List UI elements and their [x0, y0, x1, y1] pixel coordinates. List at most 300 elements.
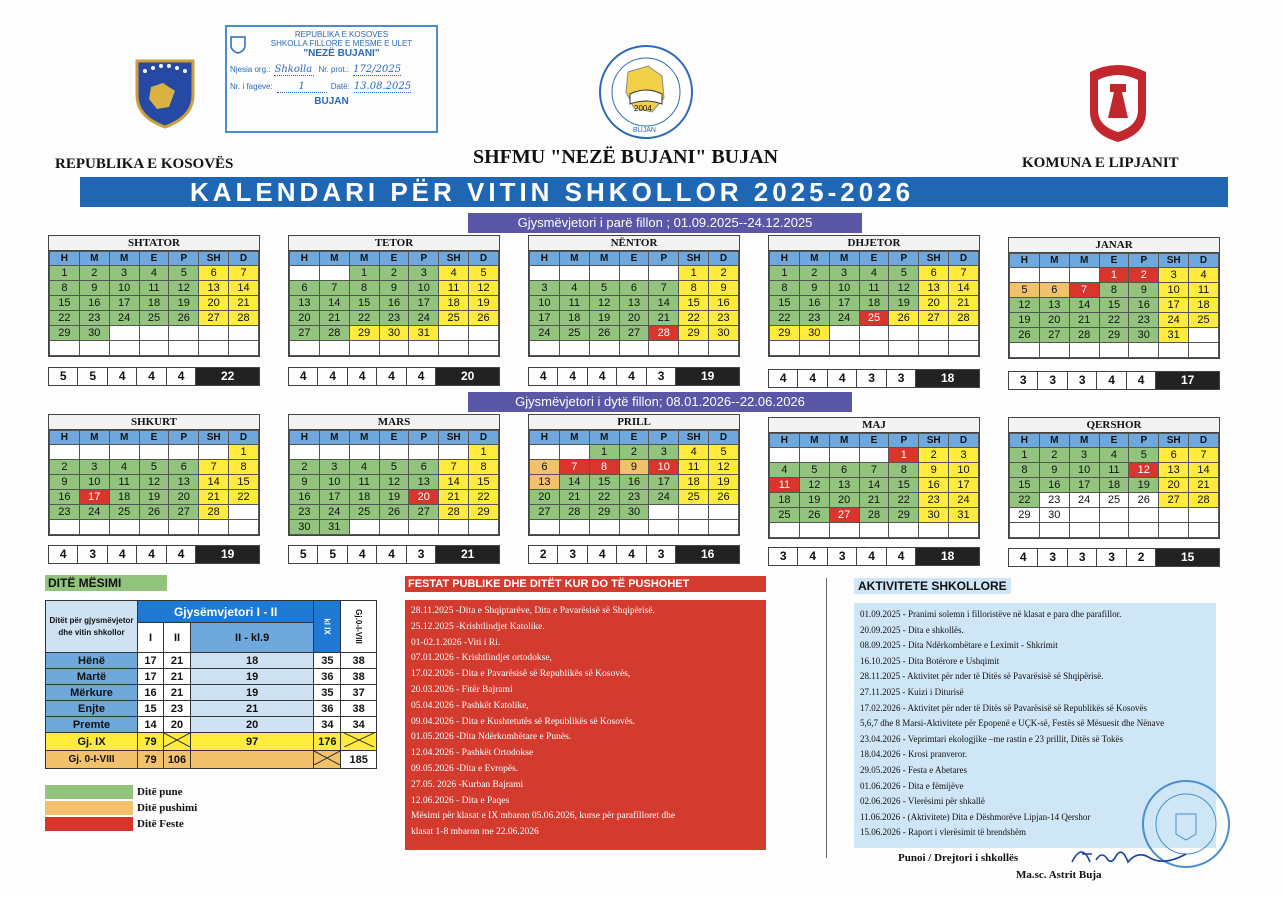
stamp-data-label: Datë:	[330, 82, 350, 91]
dm-cell-ix: 35	[314, 685, 341, 701]
day-header: M	[829, 252, 859, 266]
handwritten-signature	[1068, 840, 1190, 872]
month-name: QERSHOR	[1009, 418, 1219, 433]
col-ii-header: II	[164, 623, 191, 653]
weekday-count: 3	[887, 370, 916, 387]
day-cell	[649, 505, 679, 520]
activity-item: 16.10.2025 - Dita Botërore e Ushqimit	[860, 655, 1000, 666]
activity-item: 28.11.2025 - Aktivitet për nder të Ditës së Pavarësisë së Shqipërisë.	[860, 671, 1104, 682]
weekday-count: 3	[1068, 372, 1097, 389]
day-cell	[829, 341, 859, 356]
day-header: E	[619, 252, 649, 266]
weekday-count: 3	[1009, 372, 1038, 389]
day-cell	[829, 326, 859, 341]
day-cell: 1	[679, 266, 709, 281]
activity-item: 29.05.2026 - Festa e Abetares	[860, 764, 967, 775]
weekday-count: 3	[1038, 372, 1067, 389]
day-cell: 19	[169, 296, 199, 311]
day-cell: 21	[1069, 313, 1099, 328]
day-cell: 27	[829, 508, 859, 523]
month-counts	[768, 547, 980, 566]
day-cell: 17	[1159, 298, 1189, 313]
calendar-banner: KALENDARI PËR VITIN SHKOLLOR 2025-2026	[80, 177, 1228, 207]
day-cell	[319, 341, 349, 356]
activity-item: 11.06.2026 - (Aktivitete) Dita e Dëshmorëve Lipjan-14 Qershor	[860, 811, 1091, 822]
day-cell: 19	[1129, 478, 1159, 493]
day-header: M	[799, 434, 829, 448]
legend-swatch-work	[45, 785, 133, 799]
day-header: H	[530, 431, 560, 445]
day-cell: 20	[619, 311, 649, 326]
day-cell	[50, 341, 80, 356]
header-left-title: REPUBLIKA E KOSOVËS	[55, 156, 234, 172]
day-header: M	[1069, 434, 1099, 448]
day-cell	[589, 520, 619, 535]
dite-mesimi-title: DITË MËSIMI	[45, 575, 167, 591]
day-cell: 2	[619, 445, 649, 460]
day-cell	[649, 520, 679, 535]
day-cell	[559, 445, 589, 460]
day-cell	[1010, 268, 1040, 283]
day-cell: 25	[109, 505, 139, 520]
day-cell: 25	[859, 311, 889, 326]
day-header: D	[1189, 434, 1219, 448]
dm-cell-ii: 20	[164, 717, 191, 733]
day-cell	[169, 445, 199, 460]
holiday-item: 12.04.2026 - Pashkët Ortodokse	[411, 748, 534, 759]
month-qershor	[1008, 417, 1220, 539]
month-counts	[1008, 548, 1220, 567]
day-cell: 28	[559, 505, 589, 520]
activity-item: 23.04.2026 - Veprimtari ekologjike –me rastin e 23 prillit, Ditës së Tokës	[860, 733, 1123, 744]
day-cell: 5	[1010, 283, 1040, 298]
dm-cell-ix: 36	[314, 669, 341, 685]
weekday-count: 5	[49, 368, 78, 385]
day-cell: 21	[229, 296, 259, 311]
day-cell: 21	[199, 490, 229, 505]
day-cell: 5	[139, 460, 169, 475]
day-cell	[889, 341, 919, 356]
day-cell: 28	[229, 311, 259, 326]
stamp-prot-value: 172/2025	[353, 64, 402, 75]
day-cell	[290, 341, 320, 356]
day-cell: 8	[50, 281, 80, 296]
stamp-njesia-value: Shkolla	[274, 64, 314, 76]
day-cell: 13	[1039, 298, 1069, 313]
day-cell	[379, 445, 409, 460]
day-cell: 10	[1159, 283, 1189, 298]
school-logo	[592, 42, 700, 142]
gj-ix-cross2	[341, 733, 377, 751]
col-ix-header	[314, 601, 341, 653]
day-cell	[1069, 268, 1099, 283]
day-cell: 8	[1099, 283, 1129, 298]
day-header: D	[469, 252, 499, 266]
day-cell	[559, 520, 589, 535]
day-cell: 16	[619, 475, 649, 490]
holiday-item: 27.05. 2026 -Kurban Bajrami	[411, 779, 524, 790]
day-cell: 17	[949, 478, 979, 493]
day-cell: 10	[829, 281, 859, 296]
semester1-label: Gjysmëvjetori i parë fillon ; 01.09.2025--24.12.2025	[468, 213, 862, 233]
day-cell: 13	[169, 475, 199, 490]
day-cell: 25	[679, 490, 709, 505]
day-cell	[770, 448, 800, 463]
day-header: SH	[1159, 254, 1189, 268]
day-cell: 25	[770, 508, 800, 523]
day-cell: 1	[889, 448, 919, 463]
day-cell: 24	[409, 311, 439, 326]
day-cell: 12	[589, 296, 619, 311]
day-cell	[1039, 523, 1069, 538]
day-cell: 10	[1069, 463, 1099, 478]
day-cell: 16	[799, 296, 829, 311]
day-header: M	[109, 252, 139, 266]
day-cell: 4	[109, 460, 139, 475]
day-cell: 17	[649, 475, 679, 490]
day-cell	[50, 445, 80, 460]
day-header: E	[1099, 434, 1129, 448]
day-cell: 28	[439, 505, 469, 520]
col-viii-label: Gj.0-I-VIII	[354, 609, 364, 644]
dm-cell-d: Enjte	[46, 701, 138, 717]
day-cell: 23	[919, 493, 949, 508]
month-name: MARS	[289, 415, 499, 430]
day-header: P	[169, 252, 199, 266]
day-header: D	[469, 431, 499, 445]
day-cell	[469, 341, 499, 356]
month-counts	[528, 545, 740, 564]
day-cell	[1099, 508, 1129, 523]
day-header: M	[1039, 434, 1069, 448]
day-header: SH	[439, 431, 469, 445]
day-cell: 25	[439, 311, 469, 326]
day-cell: 24	[109, 311, 139, 326]
day-cell: 11	[1099, 463, 1129, 478]
day-cell: 23	[799, 311, 829, 326]
day-cell	[139, 326, 169, 341]
gj-viii-empty	[191, 751, 314, 769]
day-cell: 28	[859, 508, 889, 523]
day-cell	[889, 326, 919, 341]
day-cell: 5	[379, 460, 409, 475]
weekday-count: 4	[798, 548, 827, 565]
day-cell: 4	[1099, 448, 1129, 463]
kosovo-emblem	[133, 57, 197, 129]
dm-cell-ii: 21	[164, 685, 191, 701]
dm-cell-i: 17	[138, 669, 164, 685]
day-cell: 10	[530, 296, 560, 311]
day-cell	[79, 520, 109, 535]
gj-ix-k9: 97	[191, 733, 314, 751]
day-cell	[859, 523, 889, 538]
day-cell	[619, 520, 649, 535]
weekday-count: 4	[857, 548, 886, 565]
day-cell: 13	[530, 475, 560, 490]
day-cell: 9	[799, 281, 829, 296]
day-cell: 29	[1010, 508, 1040, 523]
day-cell: 28	[649, 326, 679, 341]
weekday-count: 3	[407, 546, 436, 563]
day-cell: 24	[829, 311, 859, 326]
weekday-count: 5	[318, 546, 347, 563]
day-cell: 16	[290, 490, 320, 505]
day-cell	[1159, 508, 1189, 523]
day-header: M	[559, 431, 589, 445]
day-header: M	[559, 252, 589, 266]
gj-ix-ix: 176	[314, 733, 341, 751]
dm-cell-k9: 21	[191, 701, 314, 717]
day-cell	[109, 445, 139, 460]
weekday-count: 3	[78, 546, 107, 563]
day-cell: 23	[709, 311, 739, 326]
stamp-njesia-label: Njesia org.:	[230, 65, 271, 74]
day-cell: 23	[1039, 493, 1069, 508]
activities-title: AKTIVITETE SHKOLLORE	[854, 578, 1011, 594]
day-cell: 30	[919, 508, 949, 523]
weekday-count: 4	[828, 370, 857, 387]
day-cell: 20	[1039, 313, 1069, 328]
day-cell	[1069, 343, 1099, 358]
legend-item-holiday	[45, 816, 197, 832]
weekday-count: 4	[108, 546, 137, 563]
day-cell	[139, 341, 169, 356]
day-cell: 9	[619, 460, 649, 475]
day-cell	[889, 523, 919, 538]
day-cell: 21	[1189, 478, 1219, 493]
day-cell: 18	[139, 296, 169, 311]
weekday-count: 4	[108, 368, 137, 385]
day-cell: 6	[1159, 448, 1189, 463]
day-cell: 7	[859, 463, 889, 478]
day-cell: 22	[889, 493, 919, 508]
divider-line	[826, 578, 827, 858]
col-i-header: I	[138, 623, 164, 653]
day-cell	[109, 326, 139, 341]
month-name: JANAR	[1009, 238, 1219, 253]
dm-cell-k9: 19	[191, 685, 314, 701]
day-cell	[949, 341, 979, 356]
day-cell: 17	[409, 296, 439, 311]
legend-label-work: Ditë pune	[137, 786, 183, 798]
day-cell	[229, 326, 259, 341]
day-cell: 26	[1129, 493, 1159, 508]
day-header: M	[79, 252, 109, 266]
day-cell: 19	[589, 311, 619, 326]
day-cell: 22	[1010, 493, 1040, 508]
day-header: SH	[199, 431, 229, 445]
activity-item: 27.11.2025 - Kuizi i Diturisë	[860, 686, 964, 697]
month-janar	[1008, 237, 1220, 359]
dm-cell-v: 38	[341, 701, 377, 717]
day-cell	[1099, 523, 1129, 538]
day-cell: 24	[1159, 313, 1189, 328]
day-cell: 27	[409, 505, 439, 520]
day-cell: 9	[379, 281, 409, 296]
day-cell: 19	[709, 475, 739, 490]
weekday-count: 4	[137, 368, 166, 385]
day-cell: 23	[50, 505, 80, 520]
day-cell	[169, 520, 199, 535]
day-cell	[439, 520, 469, 535]
day-cell	[109, 520, 139, 535]
col-days-header: Ditët për gjysmëvjetor dhe vitin shkollor	[46, 601, 138, 653]
day-cell: 11	[139, 281, 169, 296]
month-name: NËNTOR	[529, 236, 739, 251]
day-cell: 20	[919, 296, 949, 311]
day-header: M	[589, 431, 619, 445]
day-cell: 22	[770, 311, 800, 326]
day-cell: 30	[799, 326, 829, 341]
day-cell	[949, 523, 979, 538]
month-name: PRILL	[529, 415, 739, 430]
holiday-item: 09.04.2026 - Dita e Kushtetutës së Republikës së Kosovës.	[411, 716, 636, 727]
day-cell	[409, 341, 439, 356]
day-cell: 3	[1159, 268, 1189, 283]
day-cell: 6	[619, 281, 649, 296]
day-cell: 8	[589, 460, 619, 475]
weekday-count: 4	[529, 368, 558, 385]
day-cell: 18	[679, 475, 709, 490]
day-cell: 26	[799, 508, 829, 523]
day-cell: 23	[79, 311, 109, 326]
day-cell: 18	[859, 296, 889, 311]
dm-cell-k9: 19	[191, 669, 314, 685]
day-cell: 15	[229, 475, 259, 490]
day-cell	[589, 266, 619, 281]
day-cell	[770, 341, 800, 356]
day-cell: 1	[770, 266, 800, 281]
weekday-count: 4	[167, 368, 196, 385]
day-header: E	[379, 431, 409, 445]
day-cell: 6	[829, 463, 859, 478]
dm-cell-ii: 21	[164, 669, 191, 685]
dm-cell-v: 38	[341, 653, 377, 669]
day-cell: 8	[229, 460, 259, 475]
day-cell	[349, 445, 379, 460]
day-cell: 9	[1129, 283, 1159, 298]
holiday-item: 28.11.2025 -Dita e Shqiptarëve, Dita e Pavarësisë së Shqipërisë.	[411, 606, 655, 616]
day-cell: 11	[770, 478, 800, 493]
day-cell: 12	[799, 478, 829, 493]
day-header: P	[889, 252, 919, 266]
header-right-title: KOMUNA E LIPJANIT	[1022, 155, 1179, 171]
day-cell	[1069, 523, 1099, 538]
day-cell: 2	[1039, 448, 1069, 463]
day-cell: 2	[919, 448, 949, 463]
holiday-item: 17.02.2026 - Dita e Pavarësisë së Republikës së Kosovës,	[411, 669, 631, 680]
weekday-count: 4	[348, 368, 377, 385]
day-cell: 16	[1039, 478, 1069, 493]
gj-viii-v: 185	[341, 751, 377, 769]
day-cell	[439, 326, 469, 341]
day-cell	[139, 445, 169, 460]
day-cell: 11	[349, 475, 379, 490]
holiday-item: 05.04.2026 - Pashkët Katolike,	[411, 700, 529, 711]
gj-ix-label: Gj. IX	[46, 733, 138, 751]
weekday-count: 3	[769, 548, 798, 565]
legend-label-rest: Ditë pushimi	[137, 802, 198, 814]
dm-cell-d: Mërkure	[46, 685, 138, 701]
day-cell: 14	[559, 475, 589, 490]
day-cell: 10	[79, 475, 109, 490]
day-cell: 19	[469, 296, 499, 311]
day-cell: 3	[649, 445, 679, 460]
day-cell	[559, 341, 589, 356]
day-cell	[169, 326, 199, 341]
day-cell: 23	[1129, 313, 1159, 328]
weekday-count: 3	[1038, 549, 1067, 566]
day-cell: 7	[1069, 283, 1099, 298]
day-header: E	[379, 252, 409, 266]
day-cell	[709, 341, 739, 356]
day-cell: 22	[229, 490, 259, 505]
dm-cell-ii: 23	[164, 701, 191, 717]
day-cell: 4	[679, 445, 709, 460]
dm-cell-d: Martë	[46, 669, 138, 685]
day-header: P	[649, 431, 679, 445]
shield-icon	[230, 36, 246, 54]
day-cell: 14	[1189, 463, 1219, 478]
day-cell: 24	[949, 493, 979, 508]
day-header: SH	[679, 252, 709, 266]
day-cell: 9	[290, 475, 320, 490]
day-cell: 24	[79, 505, 109, 520]
day-cell: 8	[349, 281, 379, 296]
day-cell: 7	[319, 281, 349, 296]
signature-label: Punoi / Drejtori i shkollës	[898, 852, 1019, 864]
day-cell: 29	[589, 505, 619, 520]
day-header: D	[949, 252, 979, 266]
day-cell: 17	[79, 490, 109, 505]
day-header: E	[619, 431, 649, 445]
day-cell: 19	[379, 490, 409, 505]
day-cell	[409, 520, 439, 535]
holidays-list	[405, 600, 766, 850]
day-cell	[1039, 343, 1069, 358]
day-cell: 16	[379, 296, 409, 311]
month-mars	[288, 414, 500, 536]
month-maj	[768, 417, 980, 539]
day-cell: 24	[530, 326, 560, 341]
day-cell: 3	[829, 266, 859, 281]
gj-ix-i: 79	[138, 733, 164, 751]
day-cell: 1	[469, 445, 499, 460]
day-cell: 15	[589, 475, 619, 490]
day-cell	[649, 266, 679, 281]
month-shtator	[48, 235, 260, 357]
day-cell: 19	[1010, 313, 1040, 328]
day-cell	[79, 445, 109, 460]
day-cell	[1069, 508, 1099, 523]
dm-cell-ii: 21	[164, 653, 191, 669]
day-cell: 12	[469, 281, 499, 296]
day-cell: 31	[949, 508, 979, 523]
weekday-count: 4	[1097, 372, 1126, 389]
day-cell: 5	[589, 281, 619, 296]
day-cell: 14	[199, 475, 229, 490]
day-cell	[199, 445, 229, 460]
gj-ix-cross	[164, 733, 191, 751]
semester2-label: Gjysmëvjetori i dytë fillon; 08.01.2026--22.06.2026	[468, 392, 852, 412]
weekday-count: 2	[1127, 549, 1156, 566]
day-cell: 21	[439, 490, 469, 505]
col-sem-header: Gjysëmvjetori I - II	[138, 601, 314, 623]
day-cell: 29	[770, 326, 800, 341]
day-cell: 6	[290, 281, 320, 296]
day-cell: 9	[50, 475, 80, 490]
dm-cell-ix: 35	[314, 653, 341, 669]
